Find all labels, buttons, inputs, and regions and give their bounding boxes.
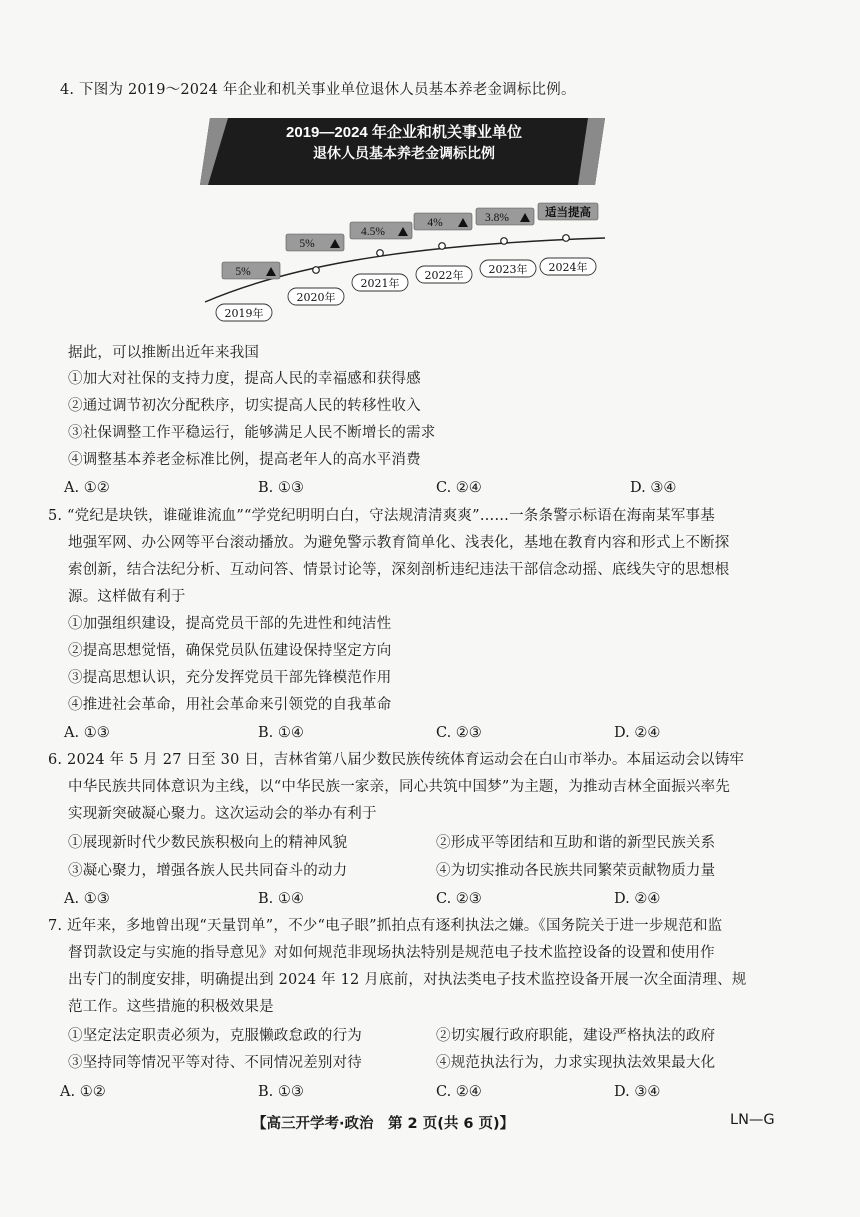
data-point-marker xyxy=(501,238,508,245)
q5-item-2: ②提高思想觉悟，确保党员队伍建设保持坚定方向 xyxy=(68,643,392,659)
q4-item-4: ④调整基本养老金标准比例，提高老年人的高水平消费 xyxy=(68,452,421,468)
q6-line-3: 实现新突破凝心聚力。这次运动会的举办有利于 xyxy=(68,806,377,822)
q6-item-2: ②形成平等团结和互助和谐的新型民族关系 xyxy=(436,835,716,851)
q5-line-1: 5. “党纪是块铁，谁碰谁流血”“学党纪明明白白，守法规清清爽爽”……一条条警示标语在海南某军事基 xyxy=(48,508,715,524)
data-point-marker xyxy=(563,235,570,242)
year-label: 2019年 xyxy=(224,307,264,320)
pension-chart xyxy=(200,110,620,330)
q6-item-3: ③凝心聚力，增强各族人民共同奋斗的动力 xyxy=(68,863,348,879)
q6-choice-c[interactable]: C. ②③ xyxy=(436,891,482,907)
q7-item-2: ②切实履行政府职能，建设严格执法的政府 xyxy=(436,1028,716,1044)
chart-title-banner xyxy=(200,118,605,185)
q4-choice-b[interactable]: B. ①③ xyxy=(258,480,304,496)
q5-item-4: ④推进社会革命，用社会革命来引领党的自我革命 xyxy=(68,697,392,713)
q5-line-4: 源。这样做有利于 xyxy=(68,589,186,605)
q7-line-1: 7. 近年来，多地曾出现“天量罚单”，不少“电子眼”抓拍点有逐利执法之嫌。《国务院关于进一步规范和监 xyxy=(48,918,723,934)
data-label: 5% xyxy=(299,238,315,250)
data-point-marker xyxy=(377,250,384,257)
q5-line-2: 地强军网、办公网等平台滚动播放。为避免警示教育简单化、浅表化，基地在教育内容和形式上不断探 xyxy=(68,535,730,551)
year-label: 2021年 xyxy=(360,277,400,290)
q4-item-1: ①加大对社保的支持力度，提高人民的幸福感和获得感 xyxy=(68,371,421,387)
data-label: 适当提高 xyxy=(545,205,591,219)
q7-item-4: ④规范执法行为，力求实现执法效果最大化 xyxy=(436,1055,716,1071)
data-point-marker xyxy=(313,267,320,274)
chart-title-line1: 2019—2024 年企业和机关事业单位 xyxy=(286,124,522,141)
paper-code: LN—G xyxy=(730,1112,775,1128)
data-label: 4% xyxy=(427,217,443,229)
q4-choice-c[interactable]: C. ②④ xyxy=(436,480,482,496)
q7-choice-b[interactable]: B. ①③ xyxy=(258,1084,304,1100)
data-label: 3.8% xyxy=(485,212,509,224)
data-label: 5% xyxy=(235,266,251,278)
year-label: 2022年 xyxy=(424,269,464,282)
q6-item-4: ④为切实推动各民族共同繁荣贡献物质力量 xyxy=(436,863,716,879)
q4-stem: 4. 下图为 2019～2024 年企业和机关事业单位退休人员基本养老金调标比例。 xyxy=(60,82,576,98)
data-label: 4.5% xyxy=(361,226,385,238)
chart-title-line2: 退休人员基本养老金调标比例 xyxy=(313,145,495,161)
q5-item-1: ①加强组织建设，提高党员干部的先进性和纯洁性 xyxy=(68,616,392,632)
q7-line-2: 督罚款设定与实施的指导意见》对如何规范非现场执法特别是规范电子技术监控设备的设置和使用作 xyxy=(68,945,715,961)
q4-choice-a[interactable]: A. ①② xyxy=(64,480,110,496)
year-label: 2024年 xyxy=(548,261,588,274)
q4-item-3: ③社保调整工作平稳运行，能够满足人民不断增长的需求 xyxy=(68,425,436,441)
q5-line-3: 索创新，结合法纪分析、互动问答、情景讨论等，深刻剖析违纪违法干部信念动摇、底线失守的思想根 xyxy=(68,562,730,578)
q6-line-1: 6. 2024 年 5 月 27 日至 30 日，吉林省第八届少数民族传统体育运动会在白山市举办。本届运动会以铸牢 xyxy=(48,752,745,768)
q5-choice-b[interactable]: B. ①④ xyxy=(258,725,304,741)
q6-line-2: 中华民族共同体意识为主线，以“中华民族一家亲，同心共筑中国梦”为主题，为推动吉林全面振兴率先 xyxy=(68,779,731,795)
q6-choice-d[interactable]: D. ②④ xyxy=(614,891,661,907)
q6-item-1: ①展现新时代少数民族积极向上的精神风貌 xyxy=(68,835,348,851)
q7-item-1: ①坚定法定职责必须为，克服懒政怠政的行为 xyxy=(68,1028,362,1044)
q7-choice-d[interactable]: D. ③④ xyxy=(614,1084,661,1100)
q4-lead: 据此，可以推断出近年来我国 xyxy=(68,345,260,361)
q7-item-3: ③坚持同等情况平等对待、不同情况差别对待 xyxy=(68,1055,362,1071)
q6-choice-a[interactable]: A. ①③ xyxy=(64,891,110,907)
data-point-marker xyxy=(439,243,446,250)
q4-item-2: ②通过调节初次分配秩序，切实提高人民的转移性收入 xyxy=(68,398,421,414)
q4-choice-d[interactable]: D. ③④ xyxy=(630,480,677,496)
year-label: 2020年 xyxy=(296,291,336,304)
page-footer: 【高三开学考·政治 第 2 页(共 6 页)】 xyxy=(252,1116,515,1132)
q5-choice-a[interactable]: A. ①③ xyxy=(64,725,110,741)
year-label: 2023年 xyxy=(488,263,528,276)
q5-item-3: ③提高思想认识，充分发挥党员干部先锋模范作用 xyxy=(68,670,392,686)
q7-choice-c[interactable]: C. ②④ xyxy=(436,1084,482,1100)
q7-line-3: 出专门的制度安排，明确提出到 2024 年 12 月底前，对执法类电子技术监控设备开展一次全面清理、规 xyxy=(68,972,747,988)
q6-choice-b[interactable]: B. ①④ xyxy=(258,891,304,907)
q5-choice-d[interactable]: D. ②④ xyxy=(614,725,661,741)
q5-choice-c[interactable]: C. ②③ xyxy=(436,725,482,741)
q7-line-4: 范工作。这些措施的积极效果是 xyxy=(68,999,274,1015)
q7-choice-a[interactable]: A. ①② xyxy=(60,1084,106,1100)
